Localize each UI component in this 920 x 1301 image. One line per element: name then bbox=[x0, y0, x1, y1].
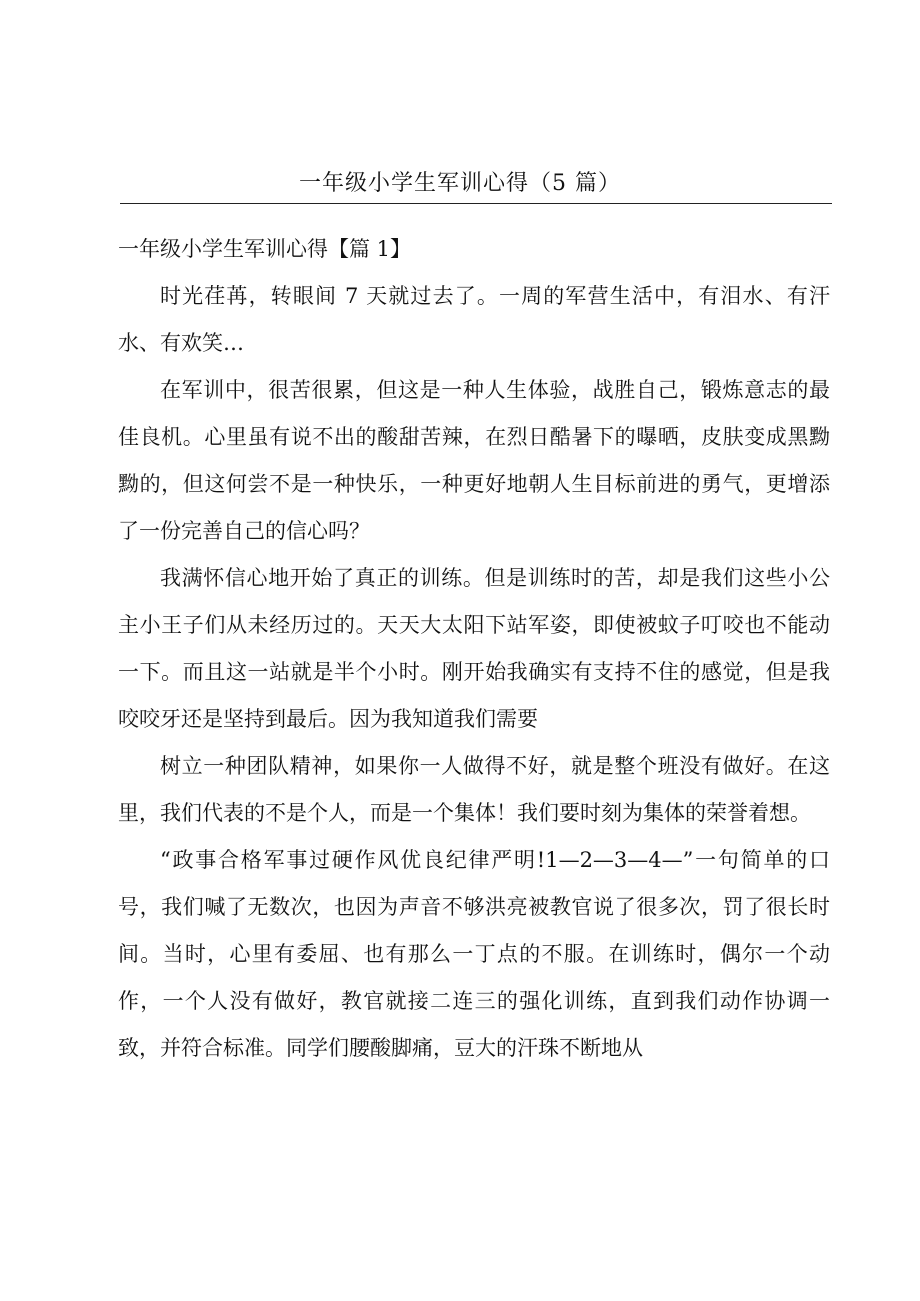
paragraph-5: “政事合格军事过硬作风优良纪律严明!1—2—3—4—”一句简单的口号，我们喊了无数次，也因为声音不够洪亮被教官说了很多次，罚了很长时间。当时，心里有委屈、也有那么一丁点的不服。在训练时，偶尔一个动作，一个人没有做好，教官就接二连三的强化训练，直到我们动作协调一致，并符合标准。同学们腰酸脚痛，豆大的汗珠不断地从 bbox=[118, 848, 830, 1060]
document-body bbox=[118, 226, 830, 1072]
section-heading: 一年级小学生军训心得【篇 1】 bbox=[118, 237, 412, 261]
paragraph-4: 树立一种团队精神，如果你一人做得不好，就是整个班没有做好。在这里，我们代表的不是个人，而是一个集体！我们要时刻为集体的荣誉着想。 bbox=[118, 754, 830, 825]
paragraph-3: 我满怀信心地开始了真正的训练。但是训练时的苦，却是我们这些小公主小王子们从未经历过的。天天大太阳下站军姿，即使被蚊子叮咬也不能动一下。而且这一站就是半个小时。刚开始我确实有支持不住的感觉，但是我咬咬牙还是坚持到最后。因为我知道我们需要 bbox=[118, 566, 830, 731]
paragraph-1: 时光荏苒，转眼间 7 天就过去了。一周的军营生活中，有泪水、有汗水、有欢笑… bbox=[118, 284, 830, 355]
paragraph-2: 在军训中，很苦很累，但这是一种人生体验，战胜自己，锻炼意志的最佳良机。心里虽有说不出的酸甜苦辣，在烈日酷暑下的曝晒，皮肤变成黑黝黝的，但这何尝不是一种快乐，一种更好地朝人生目标前进的勇气，更增添了一份完善自己的信心吗？ bbox=[118, 378, 830, 543]
title-underline bbox=[120, 203, 832, 204]
document-title: 一年级小学生军训心得（5 篇） bbox=[299, 171, 621, 196]
